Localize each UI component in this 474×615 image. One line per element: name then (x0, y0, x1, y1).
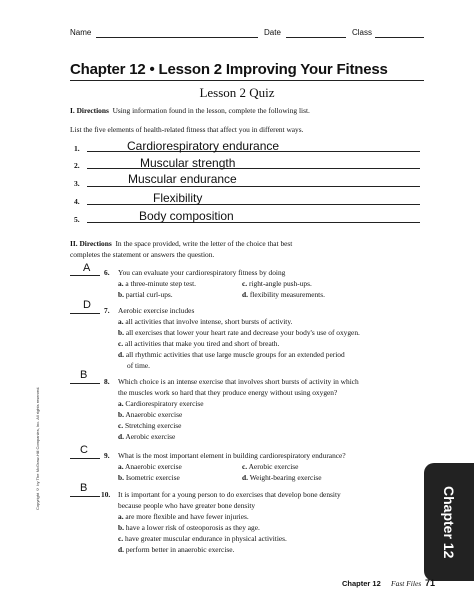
item-number: 4. (74, 197, 80, 206)
date-label: Date (264, 28, 281, 37)
q10-choice-a[interactable]: a. are more flexible and have fewer injuries. (118, 512, 249, 521)
q7-choice-b-text: all exercises that lower your heart rate and decrease your body's use of oxygen. (125, 328, 360, 337)
q9-choice-c[interactable]: c. Aerobic exercise (242, 462, 299, 471)
q10-question-1: It is important for a young person to do exercises that develop bone density (118, 490, 341, 499)
q9-choice-a[interactable]: a. Anaerobic exercise (118, 462, 182, 471)
q8-choice-a[interactable]: a. Cardiorespiratory exercise (118, 399, 204, 408)
q6-choice-b-text: partial curl-ups. (125, 290, 173, 299)
q6-choice-d[interactable]: d. flexibility measurements. (242, 290, 325, 299)
answer-text-3: Muscular endurance (128, 172, 237, 186)
part1-directions (70, 106, 430, 117)
q7-choice-a[interactable]: a. all activities that involve intense, short bursts of activity. (118, 317, 293, 326)
item-number: 2. (74, 161, 80, 170)
chapter-side-tab-label: Chapter 12 (441, 485, 457, 559)
footer-chapter: Chapter 12 (342, 579, 381, 588)
answer-text-1: Cardiorespiratory endurance (127, 139, 280, 153)
q7-choice-b[interactable]: b. all exercises that lower your heart rate and decrease your body's use of oxygen. (118, 328, 360, 337)
q9-answer: C (80, 444, 88, 456)
q7-choice-c[interactable]: c. all activities that make you tired and short of breath. (118, 339, 280, 348)
answer-text-2: Muscular strength (140, 156, 236, 170)
q8-choice-b-text: Anaerobic exercise (125, 410, 183, 419)
q6-question: You can evaluate your cardiorespiratory fitness by doing (118, 268, 286, 277)
answer-text-5: Body composition (139, 209, 234, 223)
copyright-notice: Copyright © by The McGraw-Hill Companies, Inc. All rights reserved. (35, 386, 40, 510)
part1-directions-text: Using information found in the lesson, complete the following list. (112, 106, 310, 115)
q7-choice-d-text: all rhythmic activities that use large muscle groups for an extended period (125, 350, 345, 359)
q9-choice-d-text: Weight-bearing exercise (249, 473, 322, 482)
page-title: Chapter 12 • Lesson 2 Improving Your Fitness (70, 61, 388, 78)
q10-number: 10. (101, 490, 111, 499)
q6-number: 6. (104, 268, 110, 277)
q10-answer: B (80, 482, 88, 494)
q8-blank[interactable] (70, 383, 100, 384)
q6-blank[interactable] (70, 275, 100, 276)
q6-choice-b[interactable]: b. partial curl-ups. (118, 290, 173, 299)
q10-choice-b-text: have a lower risk of osteoporosis as they age. (125, 523, 260, 532)
q9-choice-b-text: Isometric exercise (125, 473, 180, 482)
item-number: 5. (74, 215, 80, 224)
q7-number: 7. (104, 306, 110, 315)
class-label: Class (352, 28, 373, 37)
date-field[interactable] (286, 37, 346, 38)
q6-choice-d-text: flexibility measurements. (249, 290, 325, 299)
answer-line-5[interactable] (87, 222, 420, 223)
q10-choice-d-text: perform better in anaerobic exercise. (125, 545, 235, 554)
q6-choice-a-text: a three-minute step test. (125, 279, 197, 288)
q7-choice-d[interactable]: d. all rhythmic activities that use large muscle groups for an extended period (118, 350, 345, 359)
q8-number: 8. (104, 377, 110, 386)
footer-book: Fast Files (391, 579, 422, 588)
q10-choice-c[interactable]: c. have greater muscular endurance in physical activities. (118, 534, 287, 543)
q7-answer: D (83, 299, 91, 311)
q9-choice-c-text: Aerobic exercise (248, 462, 299, 471)
name-label: Name (70, 28, 92, 37)
q9-choice-b[interactable]: b. Isometric exercise (118, 473, 180, 482)
q8-choice-a-text: Cardiorespiratory exercise (125, 399, 204, 408)
answer-text-4: Flexibility (153, 191, 203, 205)
q10-choice-b[interactable]: b. have a lower risk of osteoporosis as they age. (118, 523, 260, 532)
q6-choice-c-text: right-angle push-ups. (249, 279, 312, 288)
q9-blank[interactable] (70, 458, 100, 459)
answer-line-2[interactable] (87, 168, 420, 169)
q6-choice-a[interactable]: a. a three-minute step test. (118, 279, 197, 288)
q9-choice-d[interactable]: d. Weight-bearing exercise (242, 473, 322, 482)
q8-question-1: Which choice is an intense exercise that involves short bursts of activity in which (118, 377, 359, 386)
part2-directions-text-1: In the space provided, write the letter of the choice that best (115, 239, 293, 248)
q9-number: 9. (104, 451, 110, 460)
quiz-title: Lesson 2 Quiz (199, 85, 275, 100)
q7-question: Aerobic exercise includes (118, 306, 195, 315)
q8-answer: B (80, 369, 88, 381)
q6-answer: A (83, 262, 91, 274)
q7-choice-d-cont: of time. (127, 361, 150, 370)
page-number: 71 (425, 578, 436, 588)
q8-choice-c-text: Stretching exercise (125, 421, 182, 430)
q9-choice-a-text: Anaerobic exercise (125, 462, 182, 471)
q10-choice-a-text: are more flexible and have fewer injuries. (125, 512, 249, 521)
q8-choice-b[interactable]: b. Anaerobic exercise (118, 410, 183, 419)
part2-directions (70, 239, 430, 260)
part2-heading: II. Directions (70, 239, 112, 248)
answer-line-3[interactable] (87, 186, 420, 187)
item-number: 3. (74, 179, 80, 188)
part2-directions-text-2: completes the statement or answers the question. (70, 249, 215, 259)
title-divider (70, 80, 424, 81)
q9-question: What is the most important element in building cardiorespiratory endurance? (118, 451, 346, 460)
q8-question-2: the muscles work so hard that they produce energy without using oxygen? (118, 388, 338, 397)
q7-blank[interactable] (70, 313, 100, 314)
q7-choice-c-text: all activities that make you tired and short of breath. (125, 339, 280, 348)
q8-choice-d-text: Aerobic exercise (125, 432, 176, 441)
q8-choice-c[interactable]: c. Stretching exercise (118, 421, 182, 430)
part1-heading: I. Directions (70, 106, 109, 115)
q8-choice-d[interactable]: d. Aerobic exercise (118, 432, 176, 441)
name-field[interactable] (96, 37, 258, 38)
q10-choice-d[interactable]: d. perform better in anaerobic exercise. (118, 545, 235, 554)
answer-line-4[interactable] (87, 204, 420, 205)
item-number: 1. (74, 144, 80, 153)
class-field[interactable] (375, 37, 424, 38)
q7-choice-a-text: all activities that involve intense, short bursts of activity. (125, 317, 293, 326)
q6-choice-c[interactable]: c. right-angle push-ups. (242, 279, 312, 288)
q10-blank[interactable] (70, 496, 100, 497)
q10-choice-c-text: have greater muscular endurance in physical activities. (125, 534, 287, 543)
part1-prompt: List the five elements of health-related fitness that affect you in different ways. (70, 125, 304, 134)
q10-question-2: because people who have greater bone density (118, 501, 256, 510)
